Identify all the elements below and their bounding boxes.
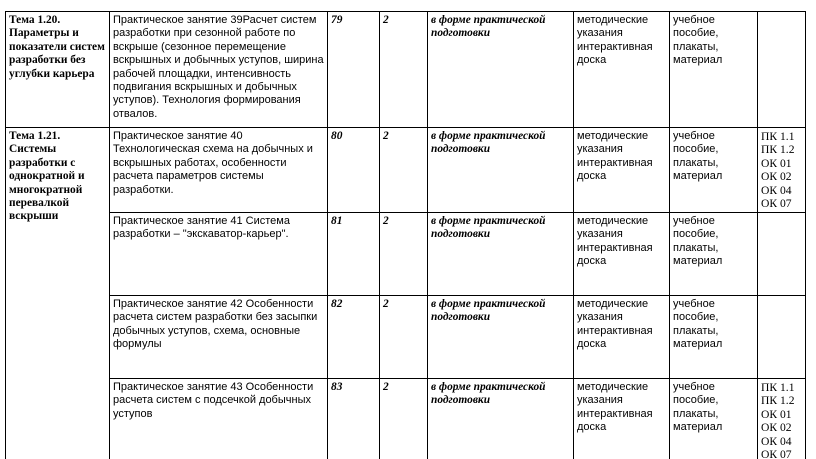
topic-cell: Тема 1.20. Параметры и показатели систем разработки без углубки карьера xyxy=(6,12,110,128)
competency-item: ОК 07 xyxy=(761,448,792,459)
lesson-number: 81 xyxy=(328,213,380,296)
lesson-hours: 2 xyxy=(380,296,428,379)
competency-item: ОК 02 xyxy=(761,421,792,435)
lesson-form: в форме практической подготовки xyxy=(428,379,574,459)
competency-cell xyxy=(758,213,806,296)
lesson-material: учебное пособие, плакаты, материал xyxy=(670,12,758,128)
competency-item: ПК 1.1 xyxy=(761,381,795,394)
curriculum-table xyxy=(5,11,806,459)
competency-item: ПК 1.1 xyxy=(761,130,795,143)
lesson-number: 80 xyxy=(328,128,380,213)
lesson-form: в форме практической подготовки xyxy=(428,128,574,213)
competency-item: ОК 01 xyxy=(761,156,792,170)
competency-item: ПК 1.2 xyxy=(761,143,795,157)
table-row xyxy=(6,213,806,296)
lesson-hours: 2 xyxy=(380,12,428,128)
lesson-material: учебное пособие, плакаты, материал xyxy=(670,128,758,213)
table-row xyxy=(6,128,806,213)
competency-cell xyxy=(758,12,806,128)
lesson-description: Практическое занятие 42 Особенности расчета систем разработки без засыпки добычных уступов, схема, основные формулы xyxy=(110,296,328,379)
lesson-number: 79 xyxy=(328,12,380,128)
lesson-description: Практическое занятие 39Расчет систем разработки при сезонной работе по вскрыше (сезонное перемещение вскрышных и добычных уступов, ширина рабочей площадки, интенсивность подвигания вскрышных и добычных уступов). Технология формирования отвалов. xyxy=(110,12,328,128)
lesson-method: методические указания интерактивная доска xyxy=(574,213,670,296)
lesson-description: Практическое занятие 43 Особенности расчета систем с подсечкой добычных уступов xyxy=(110,379,328,459)
lesson-hours: 2 xyxy=(380,213,428,296)
competency-cell xyxy=(758,296,806,379)
lesson-description: Практическое занятие 40 Технологическая схема на добычных и вскрышных работах, особенности расчета параметров системы разработки. xyxy=(110,128,328,213)
lesson-material: учебное пособие, плакаты, материал xyxy=(670,379,758,459)
competency-item: ОК 02 xyxy=(761,170,792,184)
lesson-method: методические указания интерактивная доска xyxy=(574,128,670,213)
table-row xyxy=(6,12,806,128)
table-row xyxy=(6,296,806,379)
lesson-hours: 2 xyxy=(380,379,428,459)
lesson-method: методические указания интерактивная доска xyxy=(574,12,670,128)
table-row xyxy=(6,379,806,459)
lesson-form: в форме практической подготовки xyxy=(428,213,574,296)
competency-cell xyxy=(758,128,806,213)
lesson-material: учебное пособие, плакаты, материал xyxy=(670,213,758,296)
competency-item: ОК 01 xyxy=(761,407,792,421)
lesson-form: в форме практической подготовки xyxy=(428,296,574,379)
competency-item: ОК 04 xyxy=(761,434,792,448)
competency-item: ОК 04 xyxy=(761,183,792,197)
competency-item: ОК 07 xyxy=(761,197,792,211)
lesson-hours: 2 xyxy=(380,128,428,213)
lesson-material: учебное пособие, плакаты, материал xyxy=(670,296,758,379)
lesson-description: Практическое занятие 41 Система разработки – "экскаватор-карьер". xyxy=(110,213,328,296)
competency-item: ПК 1.2 xyxy=(761,394,795,408)
lesson-method: методические указания интерактивная доска xyxy=(574,379,670,459)
lesson-number: 82 xyxy=(328,296,380,379)
lesson-method: методические указания интерактивная доска xyxy=(574,296,670,379)
lesson-form: в форме практической подготовки xyxy=(428,12,574,128)
topic-cell: Тема 1.21. Системы разработки с однократной и многократной перевалкой вскрыши xyxy=(6,128,110,459)
lesson-number: 83 xyxy=(328,379,380,459)
competency-cell xyxy=(758,379,806,459)
